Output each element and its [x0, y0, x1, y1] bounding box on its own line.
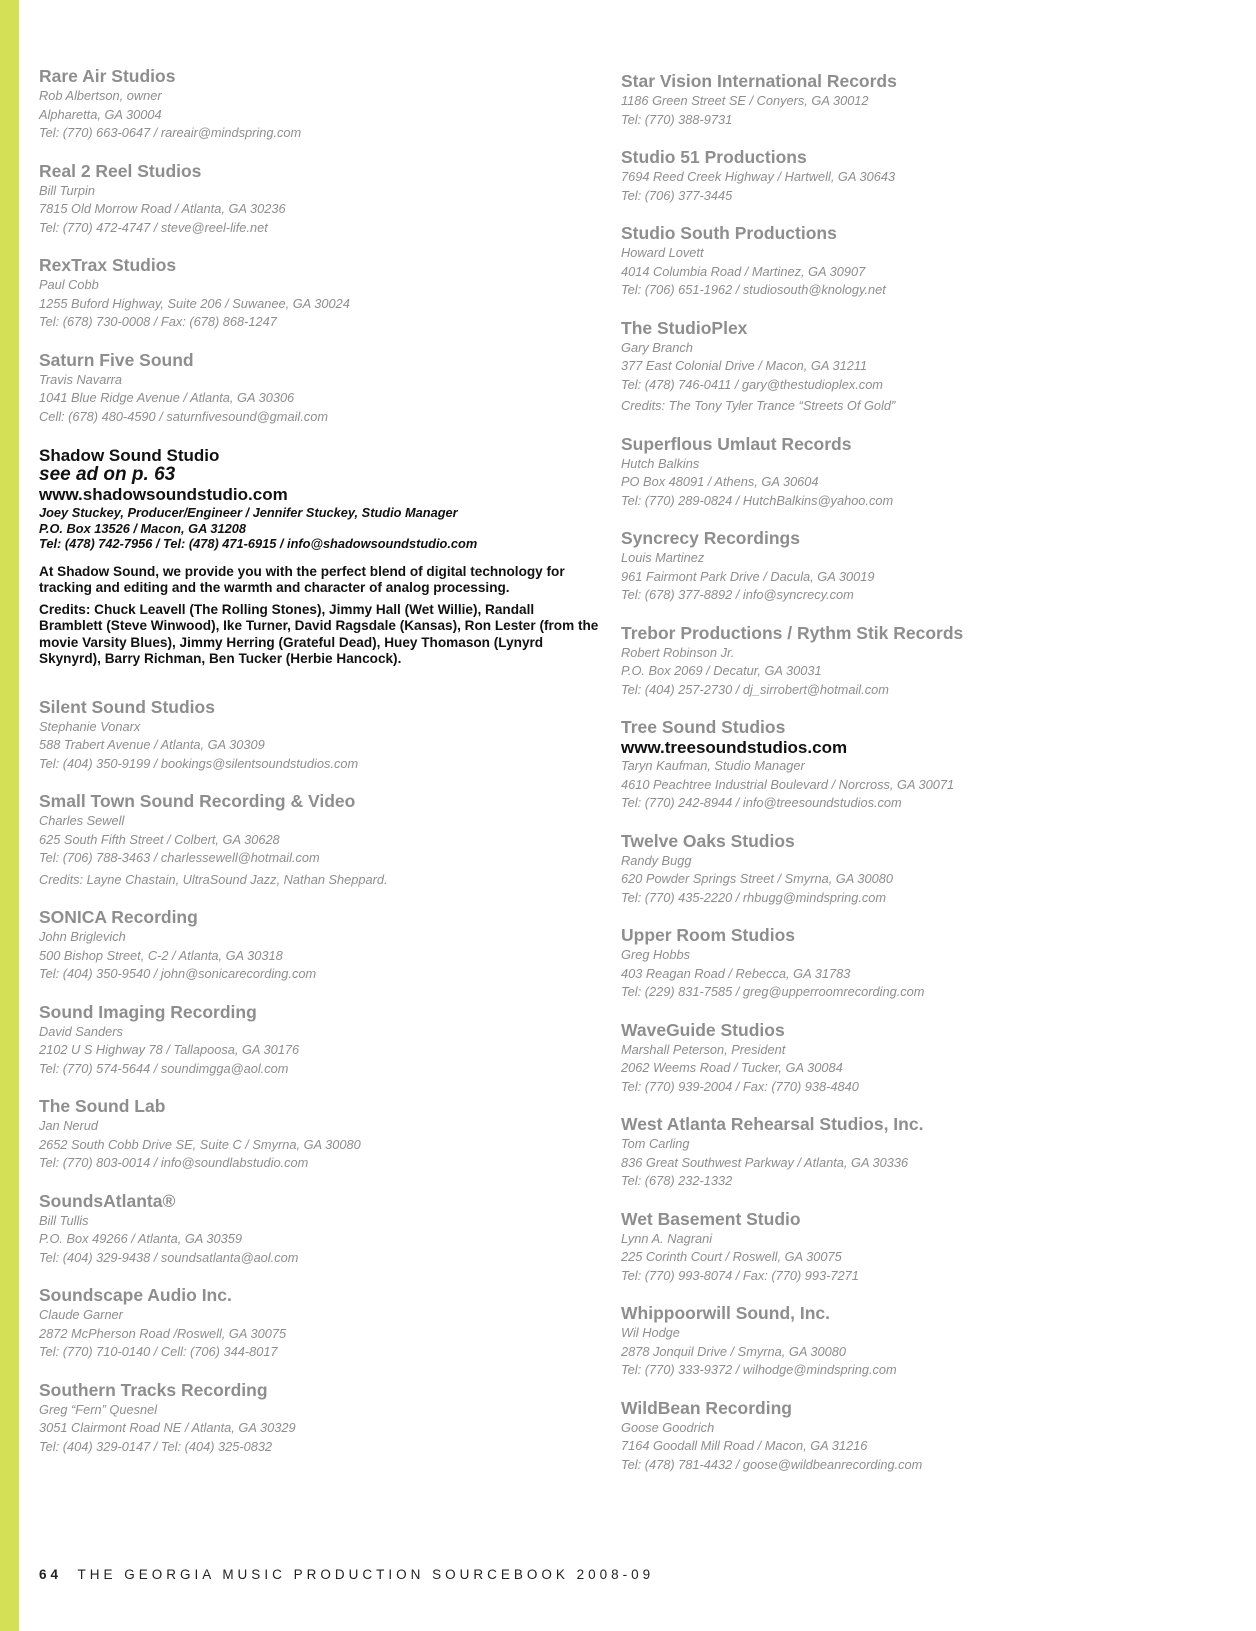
entry-detail-line: P.O. Box 2069 / Decatur, GA 30031 — [621, 663, 822, 678]
entry-detail-line: Tel: (478) 781-4432 / goose@wildbeanrecording.com — [621, 1456, 923, 1472]
directory-entry — [621, 70, 1221, 129]
entry-detail-line: Greg “Fern” Quesnel — [39, 1401, 158, 1417]
entry-detail-line: Jan Nerud — [39, 1118, 99, 1133]
directory-entry — [39, 65, 599, 143]
entry-detail-line: 588 Trabert Avenue / Atlanta, GA 30309 — [39, 737, 265, 752]
entry-detail-line: 2878 Jonquil Drive / Smyrna, GA 30080 — [621, 1343, 847, 1359]
entry-name: Rare Air Studios — [39, 66, 176, 86]
entry-detail-line: Tel: (770) 388-9731 — [621, 111, 733, 127]
entry-detail-line: 7694 Reed Creek Highway / Hartwell, GA 30643 — [621, 169, 896, 184]
entry-detail-line: Tel: (678) 730-0008 / Fax: (678) 868-1247 — [39, 314, 277, 329]
entry-detail-line: 7815 Old Morrow Road / Atlanta, GA 30236 — [39, 201, 286, 216]
directory-entry — [39, 1190, 599, 1268]
entry-name: Silent Sound Studios — [39, 696, 215, 717]
entry-detail-line: 2102 U S Highway 78 / Tallapoosa, GA 30176 — [39, 1042, 300, 1057]
entry-detail-line: 625 South Fifth Street / Colbert, GA 30628 — [39, 831, 280, 847]
page-number: 64 — [39, 1567, 63, 1582]
entry-name: Small Town Sound Recording & Video — [39, 791, 356, 811]
entry-detail-line: Tel: (678) 377-8892 / info@syncrecy.com — [621, 587, 854, 602]
entry-name: Tree Sound Studios — [621, 717, 786, 737]
entry-detail-line: Charles Sewell — [39, 813, 125, 828]
directory-entry — [621, 1302, 1221, 1380]
right-column — [621, 70, 1221, 1491]
directory-entry — [621, 924, 1221, 1002]
entry-name: Saturn Five Sound — [39, 349, 194, 370]
entry-credits: Credits: Layne Chastain, UltraSound Jazz, Nathan Sheppard. — [39, 871, 388, 887]
entry-detail-line: Travis Navarra — [39, 371, 122, 387]
entry-name: Soundscape Audio Inc. — [39, 1285, 232, 1305]
entry-name: Wet Basement Studio — [621, 1208, 801, 1229]
entry-detail-line: Tel: (770) 939-2004 / Fax: (770) 938-4840 — [621, 1078, 859, 1094]
publication-title: THE GEORGIA MUSIC PRODUCTION SOURCEBOOK 2008-09 — [77, 1567, 655, 1582]
entry-website-link[interactable]: www.treesoundstudios.com — [621, 738, 848, 757]
entry-detail-line: Howard Lovett — [621, 245, 704, 260]
entry-name: RexTrax Studios — [39, 255, 177, 275]
entry-detail-line: Lynn A. Nagrani — [621, 1230, 713, 1246]
entry-detail-line: Gary Branch — [621, 339, 693, 355]
entry-name: Trebor Productions / Rythm Stik Records — [621, 622, 964, 643]
entry-name: Real 2 Reel Studios — [39, 160, 202, 181]
entry-detail-line: Tel: (404) 257-2730 / dj_sirrobert@hotmail.com — [621, 681, 889, 697]
entry-detail-line: 620 Powder Springs Street / Smyrna, GA 30080 — [621, 871, 893, 886]
directory-entry — [39, 906, 599, 984]
entry-detail-line: Tel: (770) 663-0647 / rareair@mindspring.com — [39, 125, 302, 140]
entry-detail-line: PO Box 48091 / Athens, GA 30604 — [621, 474, 819, 489]
entry-name: Sound Imaging Recording — [39, 1001, 257, 1022]
left-column — [39, 65, 599, 1473]
directory-entry — [39, 254, 599, 332]
entry-detail-line: Paul Cobb — [39, 277, 99, 292]
featured-listing-shadow-sound — [39, 446, 599, 668]
directory-entry — [621, 622, 1221, 700]
page-footer — [39, 1567, 654, 1582]
entry-name: Whippoorwill Sound, Inc. — [621, 1303, 831, 1323]
featured-website-link[interactable]: www.shadowsoundstudio.com — [39, 485, 288, 504]
entry-detail-line: Cell: (678) 480-4590 / saturnfivesound@gmail.com — [39, 408, 328, 424]
entry-detail-line: Tel: (404) 350-9540 / john@sonicarecording.com — [39, 966, 317, 981]
entry-detail-line: John Briglevich — [39, 929, 126, 944]
directory-entry — [621, 433, 1221, 511]
entry-detail-line: 4014 Columbia Road / Martinez, GA 30907 — [621, 263, 866, 279]
entry-detail-line: Bill Tullis — [39, 1212, 89, 1228]
directory-entry — [621, 1397, 1221, 1475]
entry-name: SoundsAtlanta® — [39, 1190, 176, 1211]
entry-name: SONICA Recording — [39, 907, 198, 927]
entry-detail-line: 4610 Peachtree Industrial Boulevard / Norcross, GA 30071 — [621, 776, 955, 792]
entry-detail-line: 1186 Green Street SE / Conyers, GA 30012 — [621, 93, 869, 108]
entry-detail-line: Tel: (404) 350-9199 / bookings@silentsoundstudios.com — [39, 755, 359, 771]
entry-detail-line: Stephanie Vonarx — [39, 718, 141, 734]
directory-entry — [39, 1284, 599, 1362]
entry-detail-line: Tom Carling — [621, 1136, 690, 1151]
entry-name: WildBean Recording — [621, 1397, 792, 1418]
entry-name: Syncrecy Recordings — [621, 528, 800, 548]
directory-entry — [621, 146, 1221, 205]
entry-detail-line: Tel: (478) 746-0411 / gary@thestudioplex.com — [621, 376, 883, 392]
directory-entry — [621, 1208, 1221, 1286]
featured-name: Shadow Sound Studio — [39, 446, 220, 465]
left-directory-list-a — [39, 65, 599, 426]
entry-detail-line: Tel: (770) 289-0824 / HutchBalkins@yahoo.com — [621, 492, 894, 508]
entry-name: The Sound Lab — [39, 1096, 166, 1116]
entry-detail-line: Wil Hodge — [621, 1325, 680, 1340]
entry-detail-line: 961 Fairmont Park Drive / Dacula, GA 30019 — [621, 568, 875, 584]
entry-detail-line: Tel: (770) 993-8074 / Fax: (770) 993-7271 — [621, 1267, 859, 1283]
featured-credits: Credits: Chuck Leavell (The Rolling Stones), Jimmy Hall (Wet Willie), Randall Bramblett (Steve Winwood), Ike Turner, David Ragsdale (Kansas), Ron Lester (from the movie Varsity Blues), Jimmy Herring (Grateful Dead), Huey Thomason (Lynyrd Skynyrd), Barry Richman, Ben Tucker (Herbie Hancock). — [39, 601, 599, 666]
entry-detail-line: Tel: (770) 710-0140 / Cell: (706) 344-8017 — [39, 1344, 278, 1359]
entry-name: Studio South Productions — [621, 223, 837, 243]
entry-detail-line: Claude Garner — [39, 1307, 123, 1322]
directory-entry — [39, 1379, 599, 1457]
directory-entry — [39, 790, 599, 889]
featured-address-line: P.O. Box 13526 / Macon, GA 31208 — [39, 520, 246, 536]
entry-detail-line: Marshall Peterson, President — [621, 1041, 786, 1057]
entry-detail-line: Tel: (404) 329-9438 / soundsatlanta@aol.com — [39, 1249, 299, 1265]
entry-detail-line: Tel: (229) 831-7585 / greg@upperroomrecording.com — [621, 984, 925, 999]
right-directory-list — [621, 70, 1221, 1474]
directory-entry — [621, 716, 1221, 813]
entry-detail-line: Tel: (706) 788-3463 / charlessewell@hotmail.com — [39, 850, 320, 865]
entry-detail-line: Greg Hobbs — [621, 947, 690, 962]
entry-name: Upper Room Studios — [621, 925, 796, 945]
entry-name: WaveGuide Studios — [621, 1019, 785, 1040]
directory-entry — [621, 222, 1221, 300]
entry-detail-line: Tel: (706) 651-1962 / studiosouth@knology.net — [621, 282, 886, 297]
entry-detail-line: Tel: (770) 803-0014 / info@soundlabstudio.com — [39, 1155, 309, 1170]
featured-phone-line: Tel: (478) 742-7956 / Tel: (478) 471-6915 / info@shadowsoundstudio.com — [39, 536, 478, 551]
entry-name: Superflous Umlaut Records — [621, 433, 852, 454]
directory-entry — [39, 1095, 599, 1173]
entry-detail-line: David Sanders — [39, 1023, 123, 1039]
left-directory-list-b — [39, 696, 599, 1457]
entry-detail-line: Hutch Balkins — [621, 455, 700, 471]
entry-detail-line: Tel: (770) 333-9372 / wilhodge@mindspring.com — [621, 1362, 897, 1377]
directory-entry — [621, 1113, 1221, 1191]
accent-sidebar-strip — [0, 0, 19, 1631]
directory-entry — [621, 830, 1221, 908]
entry-detail-line: 3051 Clairmont Road NE / Atlanta, GA 30329 — [39, 1420, 296, 1435]
directory-entry — [39, 696, 599, 774]
entry-detail-line: P.O. Box 49266 / Atlanta, GA 30359 — [39, 1231, 242, 1246]
entry-detail-line: Alpharetta, GA 30004 — [39, 106, 162, 122]
entry-detail-line: Tel: (404) 329-0147 / Tel: (404) 325-0832 — [39, 1438, 273, 1454]
featured-contact-line: Joey Stuckey, Producer/Engineer / Jennifer Stuckey, Studio Manager — [39, 505, 458, 520]
entry-detail-line: Rob Albertson, owner — [39, 88, 162, 103]
directory-entry — [621, 1019, 1221, 1097]
entry-detail-line: 2062 Weems Road / Tucker, GA 30084 — [621, 1060, 843, 1075]
entry-detail-line: Robert Robinson Jr. — [621, 644, 735, 660]
entry-detail-line: Randy Bugg — [621, 852, 692, 868]
entry-name: Studio 51 Productions — [621, 147, 807, 167]
entry-detail-line: 500 Bishop Street, C-2 / Atlanta, GA 30318 — [39, 947, 283, 963]
entry-detail-line: Louis Martinez — [621, 550, 705, 565]
entry-detail-line: 836 Great Southwest Parkway / Atlanta, GA 30336 — [621, 1154, 909, 1170]
entry-detail-line: Taryn Kaufman, Studio Manager — [621, 758, 805, 773]
entry-detail-line: Goose Goodrich — [621, 1419, 715, 1435]
directory-entry — [39, 1001, 599, 1079]
entry-detail-line: Tel: (770) 472-4747 / steve@reel-life.net — [39, 219, 268, 235]
entry-detail-line: 7164 Goodall Mill Road / Macon, GA 31216 — [621, 1438, 868, 1453]
entry-detail-line: Tel: (770) 435-2220 / rhbugg@mindspring.com — [621, 889, 887, 905]
featured-description: At Shadow Sound, we provide you with the perfect blend of digital technology for tracking and editing and the warmth and character of analog processing. — [39, 563, 565, 595]
entry-detail-line: 403 Reagan Road / Rebecca, GA 31783 — [621, 965, 851, 981]
directory-entry — [621, 317, 1221, 416]
entry-detail-line: Tel: (770) 242-8944 / info@treesoundstudios.com — [621, 795, 902, 810]
entry-detail-line: 2872 McPherson Road /Roswell, GA 30075 — [39, 1325, 287, 1341]
entry-detail-line: 1041 Blue Ridge Avenue / Atlanta, GA 30306 — [39, 390, 295, 405]
entry-detail-line: Tel: (678) 232-1332 — [621, 1173, 733, 1188]
entry-detail-line: 1255 Buford Highway, Suite 206 / Suwanee, GA 30024 — [39, 295, 350, 311]
entry-name: The StudioPlex — [621, 317, 748, 338]
entry-name: Southern Tracks Recording — [39, 1379, 268, 1400]
entry-detail-line: 225 Corinth Court / Roswell, GA 30075 — [621, 1249, 842, 1264]
directory-entry — [621, 527, 1221, 605]
directory-entry — [39, 160, 599, 238]
entry-detail-line: Tel: (770) 574-5644 / soundimgga@aol.com — [39, 1060, 289, 1076]
entry-detail-line: Bill Turpin — [39, 182, 95, 198]
entry-detail-line: 377 East Colonial Drive / Macon, GA 31211 — [621, 358, 868, 373]
directory-entry — [39, 349, 599, 427]
entry-name: Twelve Oaks Studios — [621, 830, 795, 851]
entry-name: West Atlanta Rehearsal Studios, Inc. — [621, 1114, 924, 1134]
entry-detail-line: 2652 South Cobb Drive SE, Suite C / Smyrna, GA 30080 — [39, 1136, 361, 1152]
entry-name: Star Vision International Records — [621, 71, 897, 91]
featured-ad-reference: see ad on p. 63 — [39, 464, 176, 485]
entry-detail-line: Tel: (706) 377-3445 — [621, 187, 733, 203]
entry-credits: Credits: The Tony Tyler Trance “Streets Of Gold” — [621, 398, 896, 413]
